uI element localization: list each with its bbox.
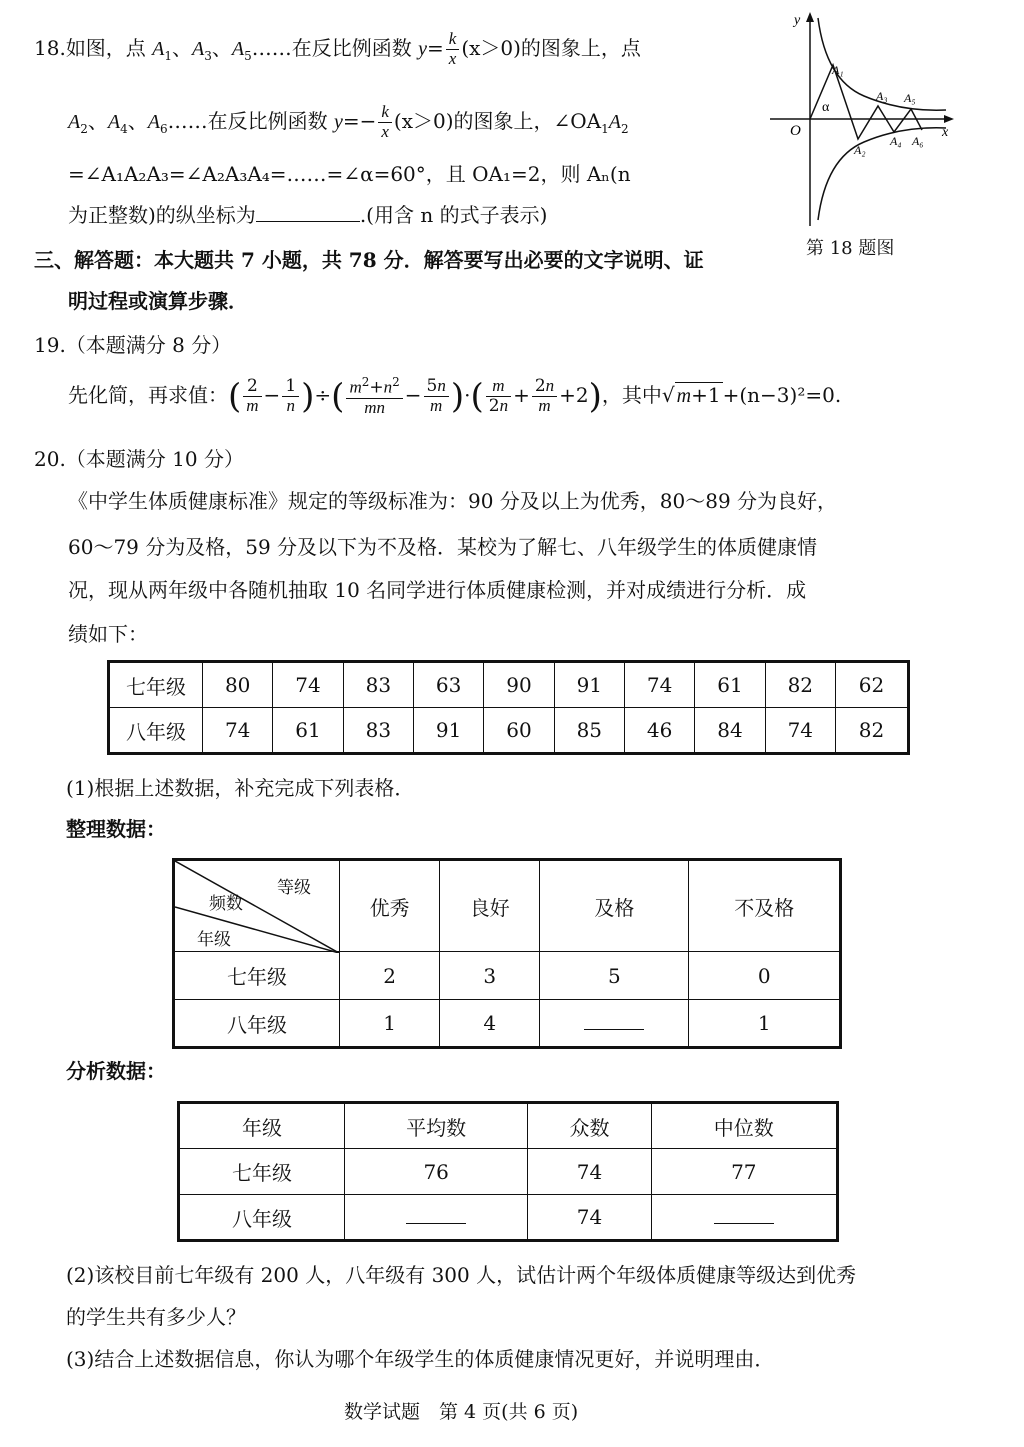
q20-para4: 绩如下：	[68, 622, 148, 646]
q18-line4: 为正整数)的纵坐标为 .(用含 n 的式子表示)	[68, 203, 548, 227]
answer-blank	[714, 1209, 774, 1224]
column-header: 及格	[540, 860, 689, 952]
table-cell: 63	[413, 662, 483, 708]
y-axis-arrow	[806, 12, 814, 22]
table-cell: 74	[203, 708, 273, 754]
q18-figure-caption: 第 18 题图	[806, 238, 895, 259]
lower-hyperbola	[818, 128, 946, 220]
x-axis-arrow	[944, 115, 954, 123]
table-row	[179, 1149, 838, 1195]
column-header: 不及格	[689, 860, 841, 952]
table-cell: 3	[440, 952, 540, 1000]
answer-blank	[584, 1015, 644, 1030]
table-row	[174, 1000, 841, 1048]
row-label: 七年级	[174, 952, 340, 1000]
answer-blank	[256, 205, 360, 222]
table-cell: 46	[624, 708, 694, 754]
table-cell: 1	[689, 1000, 841, 1048]
table-cell: 61	[273, 708, 343, 754]
label-x: x	[942, 125, 949, 140]
column-header: 众数	[528, 1103, 651, 1149]
label-A3: A₃	[876, 89, 888, 103]
row-label: 八年级	[109, 708, 203, 754]
blank-cell	[651, 1195, 837, 1241]
analysis-title: 分析数据：	[66, 1059, 166, 1083]
table-cell: 60	[484, 708, 554, 754]
answer-blank	[406, 1209, 466, 1224]
q18-number: 18.	[34, 35, 66, 60]
table-row	[179, 1195, 838, 1241]
label-origin: O	[790, 123, 801, 139]
column-header: 中位数	[651, 1103, 837, 1149]
table-cell: 4	[440, 1000, 540, 1048]
q20-part2-line1: (2)该校目前七年级有 200 人，八年级有 300 人，试估计两个年级体质健康等级达到优秀	[66, 1263, 857, 1287]
q20-para2: 60～79 分为及格，59 分及以下为不及格．某校为了解七、八年级学生的体质健康情	[68, 535, 818, 559]
table-row	[174, 952, 841, 1000]
table-cell: 1	[340, 1000, 440, 1048]
diagonal-header	[174, 860, 340, 952]
table-cell: 74	[765, 708, 835, 754]
q19-expression: 先化简，再求值：( $\frac{2}{m}$ − $\frac{1}{n}$ )÷( $\frac{m^2+n^2}{mn}$ − $\frac{5n}{m}$ )·( $\frac{m}{2n}$ + $\frac{2n}{m}$ +2)，其中√ m+1 +(n−3)²=0.	[68, 375, 842, 417]
column-header: 优秀	[340, 860, 440, 952]
table-cell: 2	[340, 952, 440, 1000]
q20-header: 20.（本题满分 10 分）	[34, 447, 244, 471]
table-cell: 82	[835, 708, 908, 754]
table-cell: 91	[554, 662, 624, 708]
row-label: 八年级	[174, 1000, 340, 1048]
table-cell: 74	[528, 1149, 651, 1195]
table-cell: 80	[203, 662, 273, 708]
row-label: 八年级	[179, 1195, 345, 1241]
table-row	[109, 708, 909, 754]
row-label: 七年级	[179, 1149, 345, 1195]
table-cell: 83	[343, 708, 413, 754]
q18-figure	[766, 8, 956, 228]
table-cell: 90	[484, 662, 554, 708]
table-cell: 0	[689, 952, 841, 1000]
q20-para3: 况，现从两年级中各随机抽取 10 名同学进行体质健康检测，并对成绩进行分析．成	[68, 578, 807, 602]
label-A4: A₄	[890, 134, 902, 148]
q19-header: 19.（本题满分 8 分）	[34, 333, 232, 357]
label-A1: A₁	[832, 63, 844, 77]
table-cell: 74	[273, 662, 343, 708]
organize-title: 整理数据：	[66, 817, 166, 841]
diag-label-frequency: 频数	[209, 894, 243, 914]
diag-label-grade: 年级	[197, 930, 231, 950]
statistics-table	[177, 1101, 839, 1242]
frequency-table	[172, 858, 842, 1049]
label-alpha: α	[822, 100, 830, 115]
q20-part1: (1)根据上述数据，补充完成下列表格．	[66, 776, 415, 800]
q20-part2-line2: 的学生共有多少人？	[66, 1305, 246, 1329]
label-A5: A₅	[904, 91, 916, 105]
section3-heading-line1: 三、解答题：本大题共 7 小题，共 78 分．解答要写出必要的文字说明、证	[34, 248, 704, 272]
section3-heading-line2: 明过程或演算步骤．	[68, 289, 248, 313]
q18-line1: 18.如图，点 $A_1$、$A_3$、$A_5\dots\dots$在反比例函数 y= $\frac{k}{x}$ (x＞0)的图象上，点	[34, 29, 641, 68]
label-A6: A₆	[912, 134, 924, 148]
column-header: 良好	[440, 860, 540, 952]
column-header: 平均数	[345, 1103, 528, 1149]
diag-label-level: 等级	[277, 878, 311, 898]
table-cell: 82	[765, 662, 835, 708]
q18-line2: $A_2$、$A_4$、$A_6\dots\dots$在反比例函数 y=− $\frac{k}{x}$ (x＞0)的图象上，$\angle OA_1A_2$	[68, 102, 629, 141]
page-footer: 数学试题 第 4 页(共 6 页)	[344, 1401, 579, 1423]
blank-cell	[345, 1195, 528, 1241]
table-cell: 85	[554, 708, 624, 754]
table-cell: 84	[695, 708, 765, 754]
table-cell: 61	[695, 662, 765, 708]
table-cell: 91	[413, 708, 483, 754]
table-cell: 62	[835, 662, 908, 708]
table-cell: 5	[540, 952, 689, 1000]
scores-table	[107, 660, 910, 755]
blank-cell	[540, 1000, 689, 1048]
label-A2: A₂	[854, 143, 866, 157]
table-cell: 76	[345, 1149, 528, 1195]
row-label: 七年级	[109, 662, 203, 708]
table-header-row	[179, 1103, 838, 1149]
q20-para1: 《中学生体质健康标准》规定的等级标准为：90 分及以上为优秀，80～89 分为良好，	[68, 489, 838, 513]
table-header-row	[174, 860, 841, 952]
column-header: 年级	[179, 1103, 345, 1149]
table-cell: 74	[528, 1195, 651, 1241]
table-row	[109, 662, 909, 708]
q20-part3: (3)结合上述数据信息，你认为哪个年级学生的体质健康情况更好，并说明理由．	[66, 1347, 775, 1371]
label-y: y	[794, 13, 801, 28]
table-cell: 74	[624, 662, 694, 708]
table-cell: 77	[651, 1149, 837, 1195]
table-cell: 83	[343, 662, 413, 708]
q18-line3: =∠A₁A₂A₃=∠A₂A₃A₄=……=∠α=60°，且 OA₁=2，则 Aₙ(n	[68, 162, 631, 186]
